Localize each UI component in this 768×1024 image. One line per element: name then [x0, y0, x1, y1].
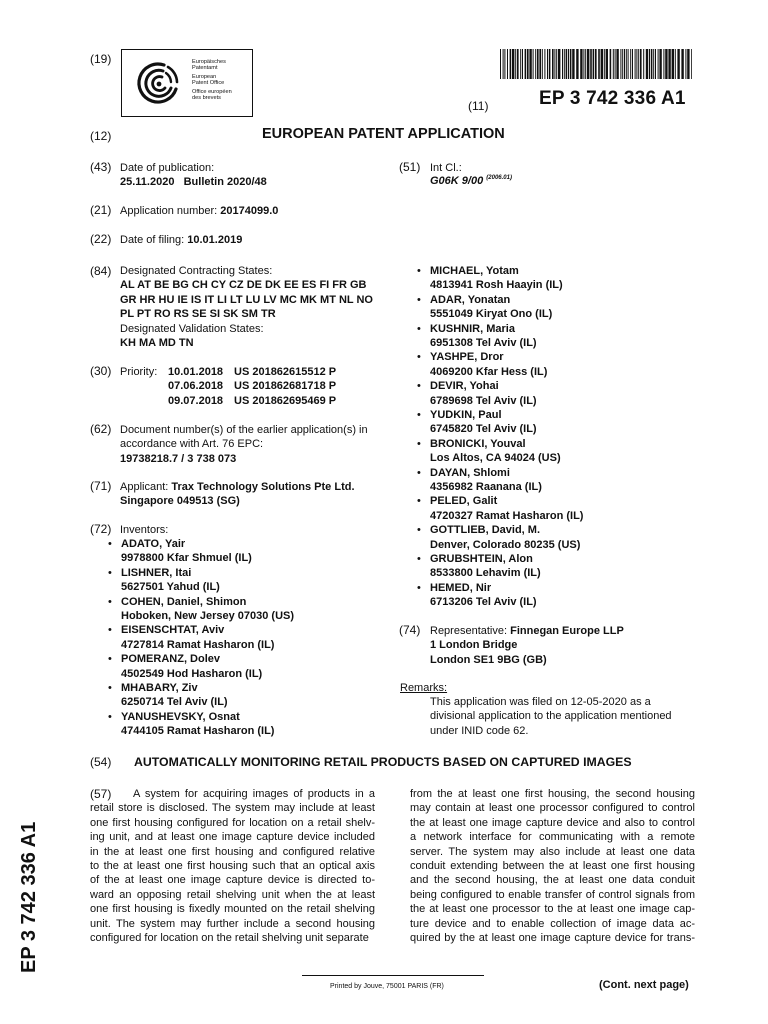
- inventor-address: 4720327 Ramat Hasharon (IL): [430, 509, 584, 522]
- inventor-address: Hoboken, New Jersey 07030 (US): [121, 610, 295, 622]
- remarks-line-3: under INID code 62.: [430, 724, 529, 737]
- bullet-icon: •: [417, 351, 421, 364]
- inventor-address: 4502549 Hod Hasharon (IL): [121, 667, 263, 680]
- abstract-line: unit. The system may further include a second housing: [90, 917, 375, 930]
- abstract-line: being configured to enable transfer of control signals from: [410, 888, 695, 901]
- earlier-value: 19738218.7 / 3 738 073: [120, 452, 237, 465]
- bullet-icon: •: [108, 595, 112, 608]
- barcode-bar: [512, 49, 514, 79]
- barcode-bar: [658, 49, 659, 79]
- abstract-line: the at least one image capture device and also to control: [410, 816, 695, 829]
- barcode-bar: [525, 49, 527, 79]
- barcode-bar: [668, 49, 670, 79]
- footer-divider: [302, 975, 484, 976]
- left-inventor-entry: [108, 652, 263, 681]
- barcode-bar: [556, 49, 557, 79]
- inventor-address: 5627501 Yahud (IL): [121, 581, 220, 594]
- bullet-icon: •: [108, 710, 112, 723]
- inventor-address: 5551049 Kiryat Ono (IL): [430, 308, 553, 321]
- bullet-icon: •: [417, 409, 421, 421]
- applicant: [120, 480, 355, 509]
- right-inventor-entry: [417, 523, 581, 552]
- intcl-entry: [430, 174, 512, 188]
- states-line-1: AL AT BE BG CH CY CZ DE DK EE ES FI FR GB: [120, 279, 367, 292]
- inventor-name: BRONICKI, Youval: [430, 437, 526, 450]
- barcode-bar: [504, 49, 505, 79]
- barcode-bar: [691, 49, 692, 79]
- filing-date: [120, 233, 242, 247]
- barcode-bar: [615, 49, 616, 79]
- states-line-2: GR HR HU IE IS IT LI LT LU LV MC MK MT NL NO: [120, 293, 373, 306]
- barcode: [500, 49, 692, 79]
- barcode-bar: [542, 49, 543, 79]
- inventor-name: YUDKIN, Paul: [430, 409, 502, 421]
- priority-number-1: US 201862615512 P: [234, 366, 337, 378]
- inid-code-30: (30): [90, 364, 112, 378]
- left-inventor-entry: [108, 566, 220, 595]
- abstract-line: quired by the at least one image capture device for trans-: [410, 932, 695, 945]
- priority-numbers: [234, 365, 336, 408]
- barcode-bar: [552, 49, 554, 79]
- invention-title: AUTOMATICALLY MONITORING RETAIL PRODUCTS BASED ON CAPTURED IMAGES: [134, 755, 632, 769]
- right-inventor-entry: [417, 379, 537, 408]
- barcode-bar: [616, 49, 618, 79]
- inventor-name: COHEN, Daniel, Shimon: [121, 595, 247, 608]
- rep-name: Finnegan Europe LLP: [510, 625, 624, 637]
- earlier-line-2: accordance with Art. 76 EPC:: [120, 438, 264, 451]
- inventor-name: POMERANZ, Dolev: [121, 653, 221, 666]
- barcode-bar: [539, 49, 541, 79]
- filing-value: 10.01.2019: [187, 234, 243, 246]
- filing-label: Date of filing:: [120, 234, 188, 246]
- bullet-icon: •: [108, 538, 112, 550]
- inid-code-71: (71): [90, 479, 112, 493]
- inventor-address: 4744105 Ramat Hasharon (IL): [121, 725, 275, 738]
- priority-date-2: 07.06.2018: [168, 380, 224, 393]
- inid-code-51: (51): [399, 160, 421, 174]
- inventor-name: MHABARY, Ziv: [121, 682, 198, 694]
- left-inventor-entry: [108, 623, 275, 652]
- bullet-icon: •: [108, 566, 112, 579]
- barcode-bar: [533, 49, 534, 79]
- inid-code-84: (84): [90, 264, 112, 278]
- barcode-bar: [687, 49, 689, 79]
- remarks-line-1: This application was filed on 12-05-2020 as a: [430, 696, 651, 708]
- barcode-bar: [672, 49, 674, 79]
- barcode-bar: [598, 49, 600, 79]
- inid-code-19: (19): [90, 52, 112, 66]
- barcode-bar: [632, 49, 633, 79]
- barcode-bar: [646, 49, 648, 79]
- inventor-address: Denver, Colorado 80235 (US): [430, 538, 581, 551]
- barcode-bar: [527, 49, 529, 79]
- printer-note: Printed by Jouve, 75001 PARIS (FR): [330, 983, 444, 990]
- applicant-name: Trax Technology Solutions Pte Ltd.: [171, 481, 355, 493]
- inventor-address: 9978800 Kfar Shmuel (IL): [121, 552, 252, 565]
- barcode-bar: [677, 49, 679, 79]
- inventor-address: 4069200 Kfar Hess (IL): [430, 365, 548, 378]
- pub-date-value: 25.11.2020 Bulletin 2020/48: [120, 176, 267, 188]
- priority-number-3: US 201862695469 P: [234, 394, 337, 407]
- inid-code-11: (11): [468, 99, 489, 113]
- office-name-fr-2: des brevets: [192, 95, 221, 102]
- publication-number: EP 3 742 336 A1: [539, 88, 686, 109]
- priority-date-3: 09.07.2018: [168, 394, 224, 407]
- right-inventor-entry: [417, 408, 537, 437]
- barcode-bar: [535, 49, 536, 79]
- inid-code-62: (62): [90, 422, 112, 436]
- barcode-bar: [622, 49, 623, 79]
- barcode-bar: [585, 49, 586, 79]
- epo-logo: [121, 49, 253, 117]
- barcode-bar: [558, 49, 560, 79]
- abstract-line: ing unit, and at least one image capture device included: [90, 831, 375, 844]
- barcode-bar: [628, 49, 629, 79]
- barcode-bar: [549, 49, 551, 79]
- inventor-name: LISHNER, Itai: [121, 566, 192, 579]
- inid-code-21: (21): [90, 203, 112, 217]
- inventor-name: ADATO, Yair: [121, 538, 186, 550]
- inventor-address: 6789698 Tel Aviv (IL): [430, 394, 537, 407]
- side-publication-number: EP 3 742 336 A1: [18, 821, 40, 973]
- abstract-line: of the at least one image capture device is directed to-: [90, 874, 375, 887]
- inid-code-57: (57): [90, 787, 112, 801]
- document-title: EUROPEAN PATENT APPLICATION: [262, 126, 505, 142]
- pub-date-label: Date of publication:: [120, 162, 215, 174]
- priority-number-2: US 201862681718 P: [234, 380, 337, 393]
- bullet-icon: •: [417, 265, 421, 277]
- abstract-line: conduit extending between the at least one first housing: [410, 860, 695, 873]
- left-inventor-entry: [108, 537, 252, 566]
- inventor-address: 4813941 Rosh Haayin (IL): [430, 279, 563, 292]
- right-inventor-entry: [417, 494, 584, 523]
- barcode-bar: [544, 49, 545, 79]
- inid-code-12: (12): [90, 129, 112, 143]
- barcode-bar: [655, 49, 656, 79]
- right-inventor-entry: [417, 466, 542, 495]
- barcode-bar: [649, 49, 650, 79]
- rep-line-2: London SE1 9BG (GB): [430, 653, 547, 666]
- barcode-bar: [630, 49, 631, 79]
- barcode-bar: [537, 49, 539, 79]
- bullet-icon: •: [417, 553, 421, 565]
- inventor-name: YASHPE, Dror: [430, 351, 504, 364]
- earlier-application: [120, 423, 368, 466]
- bullet-icon: •: [108, 624, 112, 637]
- states-line-3: PL PT RO RS SE SI SK SM TR: [120, 308, 276, 321]
- designated-states: [120, 264, 373, 350]
- barcode-bar: [576, 49, 578, 79]
- inventor-address: 8533800 Lehavim (IL): [430, 567, 541, 580]
- inventor-address: 4356982 Raanana (IL): [430, 481, 542, 493]
- states-label: Designated Contracting States:: [120, 265, 273, 277]
- right-inventor-entry: [417, 293, 553, 322]
- barcode-bar: [640, 49, 642, 79]
- bullet-icon: •: [417, 322, 421, 335]
- barcode-bar: [651, 49, 653, 79]
- bullet-icon: •: [417, 524, 421, 537]
- barcode-bar: [643, 49, 644, 79]
- right-inventor-entry: [417, 437, 561, 466]
- inventor-name: DEVIR, Yohai: [430, 380, 499, 393]
- abstract-line: one first housing is fixedly mounted on the retail shelving: [90, 903, 375, 916]
- earlier-line-1: Document number(s) of the earlier application(s) in: [120, 424, 368, 436]
- inventor-name: GOTTLIEB, David, M.: [430, 524, 541, 537]
- barcode-bar: [665, 49, 667, 79]
- intcl-version: (2006.01): [486, 175, 512, 181]
- barcode-bar: [510, 49, 512, 79]
- barcode-bar: [568, 49, 569, 79]
- barcode-bar: [624, 49, 625, 79]
- inventor-name: KUSHNIR, Maria: [430, 322, 515, 335]
- barcode-bar: [613, 49, 614, 79]
- barcode-bar: [638, 49, 639, 79]
- bullet-icon: •: [417, 466, 421, 479]
- inventors-label: Inventors:: [120, 524, 169, 536]
- barcode-bar: [517, 49, 519, 79]
- inventor-address: 6713206 Tel Aviv (IL): [430, 596, 537, 609]
- barcode-bar: [604, 49, 605, 79]
- left-inventor-entry: [108, 681, 228, 710]
- applicant-label: Applicant:: [120, 481, 172, 493]
- bullet-icon: •: [417, 581, 421, 594]
- barcode-bar: [590, 49, 592, 79]
- remarks-line-2: divisional application to the application mentioned: [430, 710, 672, 723]
- inventor-name: EISENSCHTAT, Aviv: [121, 624, 225, 637]
- barcode-bar: [626, 49, 627, 79]
- barcode-bar: [636, 49, 637, 79]
- barcode-bar: [515, 49, 516, 79]
- bullet-icon: •: [417, 437, 421, 450]
- barcode-bar: [520, 49, 521, 79]
- intcl-value: G06K 9/00: [430, 175, 484, 187]
- right-inventor-entry: [417, 581, 537, 610]
- barcode-bar: [564, 49, 565, 79]
- inventor-address: 4727814 Ramat Hasharon (IL): [121, 638, 275, 651]
- barcode-bar: [635, 49, 636, 79]
- barcode-bar: [610, 49, 612, 79]
- office-name-de-2: Patentamt: [192, 65, 218, 72]
- bullet-icon: •: [417, 293, 421, 306]
- abstract-line: server. The system may also include at least one data: [410, 845, 695, 858]
- barcode-bar: [653, 49, 654, 79]
- inid-code-74: (74): [399, 623, 421, 637]
- office-name-en-1: European: [192, 73, 217, 80]
- abstract-line: and the second housing, the at least one data conduit: [410, 874, 695, 887]
- abstract-line: in the at least one first housing and configured relative: [90, 845, 375, 858]
- applicant-city: Singapore 049513 (SG): [120, 495, 240, 508]
- barcode-bar: [681, 49, 683, 79]
- bullet-icon: •: [417, 380, 421, 393]
- barcode-bar: [583, 49, 584, 79]
- right-inventor-entry: [417, 264, 563, 293]
- inid-code-72: (72): [90, 522, 112, 536]
- right-inventor-entry: [417, 350, 548, 379]
- barcode-bar: [595, 49, 597, 79]
- continued-note: (Cont. next page): [599, 979, 689, 991]
- representative: [430, 624, 624, 667]
- office-names: [192, 59, 232, 101]
- inventor-name: PELED, Galit: [430, 495, 498, 508]
- validation-label: Designated Validation States:: [120, 322, 264, 335]
- abstract-line: ward an opposing retail shelving unit when the at least: [90, 888, 375, 901]
- bullet-icon: •: [108, 682, 112, 694]
- abstract-line: from the at least one first housing, the second housing: [410, 788, 695, 800]
- remarks-label: Remarks:: [400, 682, 448, 694]
- inventor-address: 6250714 Tel Aviv (IL): [121, 696, 228, 709]
- left-inventor-entry: [108, 710, 275, 739]
- inventor-name: ADAR, Yonatan: [430, 293, 511, 306]
- inventor-name: HEMED, Nir: [430, 581, 492, 594]
- barcode-bar: [562, 49, 563, 79]
- intcl-label: Int Cl.:: [430, 162, 462, 174]
- bullet-icon: •: [417, 495, 421, 508]
- barcode-bar: [566, 49, 568, 79]
- barcode-bar: [663, 49, 664, 79]
- office-name-fr-1: Office européen: [192, 88, 232, 95]
- inventor-address: 6951308 Tel Aviv (IL): [430, 337, 537, 349]
- priority-dates: [168, 365, 223, 408]
- appno-label: Application number:: [120, 205, 221, 217]
- barcode-bar: [587, 49, 589, 79]
- barcode-bar: [554, 49, 555, 79]
- inid-code-43: (43): [90, 160, 112, 174]
- abstract-left-column: [90, 787, 375, 945]
- abstract-line: one first housing configured for location on a retail shelv-: [90, 816, 375, 829]
- validation-value: KH MA MD TN: [120, 337, 194, 350]
- bullet-icon: •: [108, 653, 112, 666]
- abstract-line: may contain at least one processor configured to control: [410, 802, 695, 815]
- barcode-bar: [507, 49, 508, 79]
- priority-label: Priority:: [120, 366, 158, 378]
- office-name-en-2: Patent Office: [192, 80, 225, 87]
- abstract-line: to the at least one first housing such that an optical axis: [90, 860, 375, 873]
- abstract-line: configured for location on the retail shelving unit separate: [90, 932, 369, 945]
- barcode-bar: [570, 49, 572, 79]
- office-name-de-1: Europäisches: [192, 59, 226, 65]
- inid-code-54: (54): [90, 755, 112, 769]
- abstract-line: a network interface for communicating with a remote: [410, 831, 695, 844]
- barcode-bar: [606, 49, 608, 79]
- abstract-line: the at least one processor to the at least one image cap-: [410, 903, 695, 916]
- barcode-bar: [620, 49, 621, 79]
- application-number: [120, 204, 278, 218]
- appno-value: 20174099.0: [220, 205, 279, 217]
- rep-line-1: 1 London Bridge: [430, 639, 518, 652]
- inventor-name: MICHAEL, Yotam: [430, 265, 519, 277]
- abstract-line: ture device and to enable collection of image data ac-: [410, 917, 695, 930]
- barcode-bar: [522, 49, 523, 79]
- inventor-address: Los Altos, CA 94024 (US): [430, 452, 561, 465]
- abstract-right-column: [410, 787, 695, 945]
- barcode-bar: [601, 49, 603, 79]
- rep-label: Representative:: [430, 625, 511, 637]
- barcode-bar: [547, 49, 548, 79]
- left-inventor-entry: [108, 595, 295, 624]
- right-inventor-entry: [417, 322, 537, 351]
- inventor-name: GRUBSHTEIN, Alon: [430, 553, 533, 565]
- barcode-bar: [675, 49, 676, 79]
- inid-code-22: (22): [90, 232, 112, 246]
- abstract-line: A system for acquiring images of products in a: [133, 788, 375, 800]
- priority-date-1: 10.01.2018: [168, 366, 224, 378]
- remarks-text: [430, 695, 672, 738]
- barcode-bar: [503, 49, 504, 79]
- barcode-bar: [593, 49, 595, 79]
- barcode-bar: [659, 49, 661, 79]
- barcode-bar: [572, 49, 574, 79]
- inventor-address: 6745820 Tel Aviv (IL): [430, 423, 537, 436]
- barcode-bar: [580, 49, 582, 79]
- inventor-name: DAYAN, Shlomi: [430, 466, 510, 479]
- barcode-bar: [685, 49, 686, 79]
- barcode-bar: [500, 49, 501, 79]
- abstract-line: retail store is disclosed. The system may include at least: [90, 802, 375, 815]
- epo-emblem-icon: [130, 55, 186, 111]
- barcode-bar: [529, 49, 531, 79]
- right-inventor-entry: [417, 552, 541, 581]
- inventor-name: YANUSHEVSKY, Osnat: [121, 710, 240, 723]
